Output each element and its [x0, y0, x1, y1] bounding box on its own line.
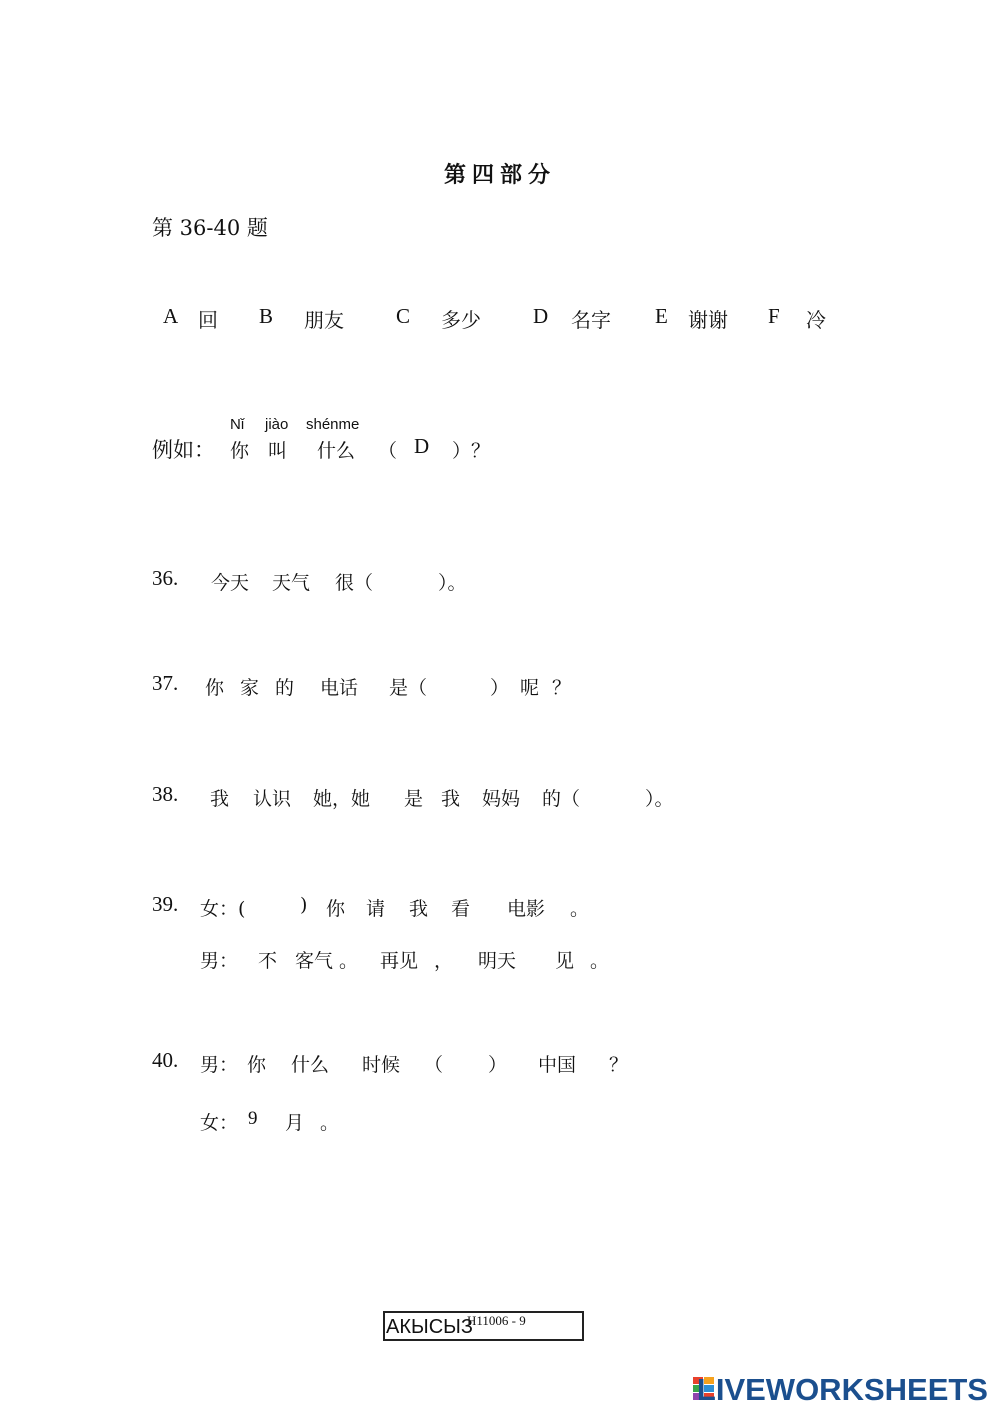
- option-f-letter: F: [768, 304, 780, 328]
- q40-reply: 9: [248, 1108, 258, 1129]
- example-label: 例如：: [152, 438, 215, 462]
- option-c-letter: C: [396, 304, 411, 328]
- question-36-number: 36.: [152, 566, 179, 590]
- q39-reply: 。: [590, 950, 610, 972]
- question-37-number: 37.: [152, 671, 179, 695]
- question-40-number: 40.: [152, 1048, 179, 1072]
- q40-reply: 。: [320, 1112, 340, 1134]
- example-answer: D: [414, 434, 430, 458]
- q39-reply: 。: [339, 950, 359, 972]
- q40-word: 你: [247, 1054, 267, 1076]
- option-d-letter: D: [533, 304, 549, 328]
- q39-word: 你: [326, 898, 346, 920]
- example-word: （: [378, 440, 398, 462]
- q39-reply: ，: [434, 950, 454, 972]
- question-36-answer-input[interactable]: [388, 565, 440, 595]
- footer-label: АКЫСЫЗ: [386, 1316, 473, 1338]
- pinyin-jiao: jiào: [265, 416, 289, 433]
- option-e-word: 谢谢: [688, 308, 728, 332]
- q38-word: 她，她: [313, 788, 371, 810]
- q37-word: ？: [552, 677, 572, 699]
- option-d-word: 名字: [571, 308, 611, 332]
- option-f-word: 冷: [806, 308, 826, 332]
- q37-word: 的: [275, 677, 295, 699]
- q39-word: 请: [366, 898, 386, 920]
- q39-word: 看: [451, 898, 471, 920]
- q39-word: 电影: [507, 898, 546, 920]
- q37-word: ）: [490, 677, 510, 699]
- q39-reply: 不: [258, 950, 278, 972]
- q39-word: ): [300, 894, 308, 916]
- option-e-letter: E: [655, 304, 668, 328]
- q36-word: ）。: [438, 572, 467, 594]
- option-b-word: 朋友: [304, 308, 344, 332]
- example-word: 你: [230, 440, 250, 462]
- q38-word: 认识: [253, 788, 292, 810]
- option-a-word: 回: [198, 308, 218, 332]
- q38-word: 我: [210, 788, 230, 810]
- q39-word: 女：(: [200, 898, 246, 920]
- q38-word: 是: [404, 788, 424, 810]
- q40-reply: 女：: [200, 1112, 239, 1134]
- question-38-answer-input[interactable]: [592, 781, 648, 811]
- section-title: 第四部分: [443, 162, 556, 188]
- example-word: 叫: [268, 440, 288, 462]
- q39-reply: 见: [555, 950, 575, 972]
- q39-word: 我: [409, 898, 429, 920]
- q40-word: 时候: [362, 1054, 401, 1076]
- option-a-letter: A: [163, 304, 179, 328]
- example-word: 什么: [317, 440, 356, 462]
- q37-word: 家: [240, 677, 260, 699]
- q40-word: ）: [488, 1054, 508, 1076]
- pinyin-shenme: shénme: [306, 416, 360, 433]
- q40-word: （: [424, 1054, 444, 1076]
- q40-word: 男：: [200, 1054, 239, 1076]
- q36-word: 很（: [335, 572, 374, 594]
- q37-word: 呢: [520, 677, 540, 699]
- question-39-answer-input[interactable]: [252, 891, 302, 921]
- q39-word: 。: [570, 898, 590, 920]
- q39-reply: 男：: [200, 950, 239, 972]
- q36-word: 今天: [211, 572, 250, 594]
- q37-word: 你: [205, 677, 225, 699]
- q39-reply: 明天: [478, 950, 517, 972]
- q39-reply: 再见: [380, 950, 419, 972]
- q39-reply: 客气: [295, 950, 334, 972]
- question-39-number: 39.: [152, 892, 179, 916]
- q38-word: ）。: [645, 788, 674, 810]
- q40-word: ？: [609, 1054, 629, 1076]
- q37-word: 是（: [389, 677, 428, 699]
- q40-word: 什么: [291, 1054, 330, 1076]
- question-37-answer-input[interactable]: [438, 670, 492, 700]
- question-38-number: 38.: [152, 782, 179, 806]
- example-word: ）？: [452, 440, 491, 462]
- question-range: 第 36-40 题: [152, 216, 268, 240]
- footer-code: H11006 - 9: [467, 1313, 526, 1328]
- option-b-letter: B: [259, 304, 274, 328]
- q40-word: 中国: [538, 1054, 577, 1076]
- q38-word: 我: [441, 788, 461, 810]
- pinyin-ni: Nǐ: [230, 416, 245, 433]
- q37-word: 电话: [320, 677, 359, 699]
- q40-reply: 月: [285, 1112, 305, 1134]
- question-40-answer-input[interactable]: [440, 1047, 490, 1077]
- q36-word: 天气: [272, 572, 311, 594]
- option-c-word: 多少: [441, 308, 481, 332]
- q38-word: 的（: [542, 788, 581, 810]
- q38-word: 妈妈: [482, 788, 521, 810]
- liveworksheets-brand[interactable]: LIVEWORKSHEETS: [696, 1372, 988, 1407]
